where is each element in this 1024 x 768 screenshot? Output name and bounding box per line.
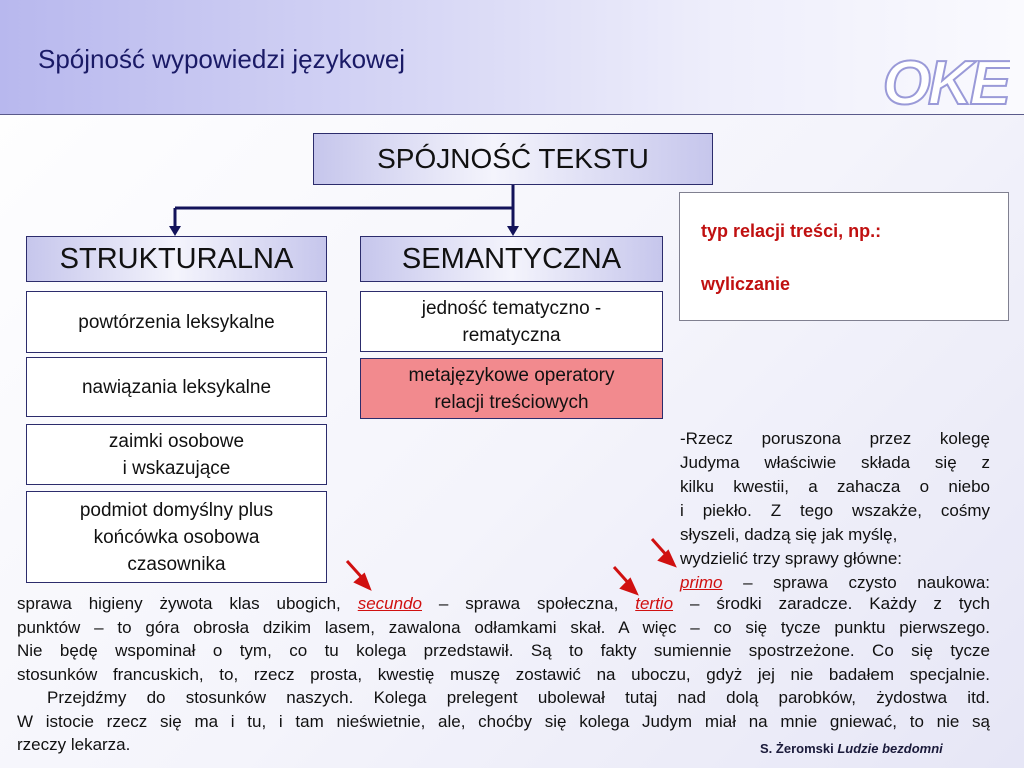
root-label: SPÓJNOŚĆ TEKSTU — [377, 143, 649, 174]
signature-author: S. Żeromski — [760, 741, 834, 756]
structural-item-1-text: powtórzenia leksykalne — [78, 311, 275, 333]
tertio-after: – środki zaradcze. Każdy z tych — [673, 594, 991, 613]
structural-item-4 — [26, 491, 327, 583]
red-arrowhead-3 — [660, 552, 674, 565]
structural-item-4-line3: czasownika — [127, 553, 226, 575]
arrowhead-right — [507, 226, 519, 236]
quote-line: Przejdźmy do stosunków naszych. Kolega prelegent ubolewał tutaj nad dolą parobków, żydostwa itd. — [47, 688, 990, 707]
quote-line: W istocie rzecz się ma i tu, i tam nieświetnie, ale, choćby się kolega Judym miał na mnie gniewać, to nie są — [17, 711, 990, 731]
quote-line: słyszeli, dadzą się jak myślę, — [680, 525, 898, 544]
structural-item-3-line1: zaimki osobowe — [108, 430, 245, 452]
quote-column — [680, 427, 990, 595]
structural-item-1 — [26, 291, 327, 353]
keyword-primo: primo — [680, 573, 723, 592]
semantic-item-2-highlighted — [360, 358, 663, 419]
quote-line: stosunków francuskich, to, rzecz prosta, kwestię muszę zostawić na uboczu, gdyż jej nie badałem specjalnie. — [17, 664, 990, 684]
structural-box — [26, 236, 327, 282]
structural-item-4-line2: końcówka osobowa — [93, 526, 260, 548]
arrowhead-left — [169, 226, 181, 236]
signature — [760, 741, 943, 756]
signature-work: Ludzie bezdomni — [837, 741, 943, 756]
semantic-item-1-line2: rematyczna — [462, 324, 561, 346]
quote-line: rzeczy lekarza. — [17, 735, 131, 754]
structural-item-2 — [26, 357, 327, 417]
quote-line: kilku kwestii, a zahacza o niebo — [680, 477, 990, 496]
quote-line: Nie będę wspominał o tym, co tu kolega przedstawił. Są to fakty sumiennie spostrzeżone. Co się tycze — [17, 641, 990, 660]
semantic-item-2-line1: metajęzykowe operatory — [408, 364, 615, 386]
structural-item-2-text: nawiązania leksykalne — [81, 376, 272, 398]
keyword-tertio: tertio — [635, 594, 674, 613]
quote-line: -Rzecz poruszona przez kolegę — [680, 429, 990, 448]
semantic-label: SEMANTYCZNA — [401, 242, 622, 275]
primo-after: – sprawa czysto naukowa: — [722, 573, 990, 592]
quote-line: i piekło. Z tego wszakże, cośmy — [680, 501, 990, 520]
keyword-secundo: secundo — [357, 594, 422, 613]
structural-item-4-line1: podmiot domyślny plus — [79, 499, 274, 521]
semantic-item-1-line1: jedność tematyczno - — [421, 297, 602, 319]
relation-type-label: typ relacji treści, np.: — [701, 221, 882, 241]
quote-main — [17, 592, 990, 757]
quote-line-secundo-tertio — [17, 592, 990, 616]
root-box — [313, 133, 713, 185]
semantic-box — [360, 236, 663, 282]
semantic-item-2-line2: relacji treściowych — [434, 391, 589, 413]
secundo-before: sprawa higieny żywota klas ubogich, — [17, 594, 358, 613]
quote-line: punktów – to góra obrosła dzikim lasem, zawalona odłamkami skał. A więc – co się tycze punktu pierwszego. — [17, 617, 990, 637]
structural-label: STRUKTURALNA — [59, 242, 294, 275]
page-title: Spójność wypowiedzi językowej — [38, 44, 406, 74]
oke-logo-text: OKE — [882, 52, 1008, 112]
relation-type-example: wyliczanie — [701, 274, 791, 294]
quote-line: wydzielić trzy sprawy główne: — [680, 549, 903, 568]
secundo-after: – sprawa społeczna, — [422, 594, 636, 613]
red-arrowhead-1 — [356, 575, 369, 588]
structural-item-3 — [26, 424, 327, 485]
semantic-item-1 — [360, 291, 663, 352]
structural-item-3-line2: i wskazujące — [122, 457, 231, 479]
relation-type-box — [679, 192, 1009, 321]
quote-line: Judyma właściwie składa się z — [680, 453, 990, 472]
